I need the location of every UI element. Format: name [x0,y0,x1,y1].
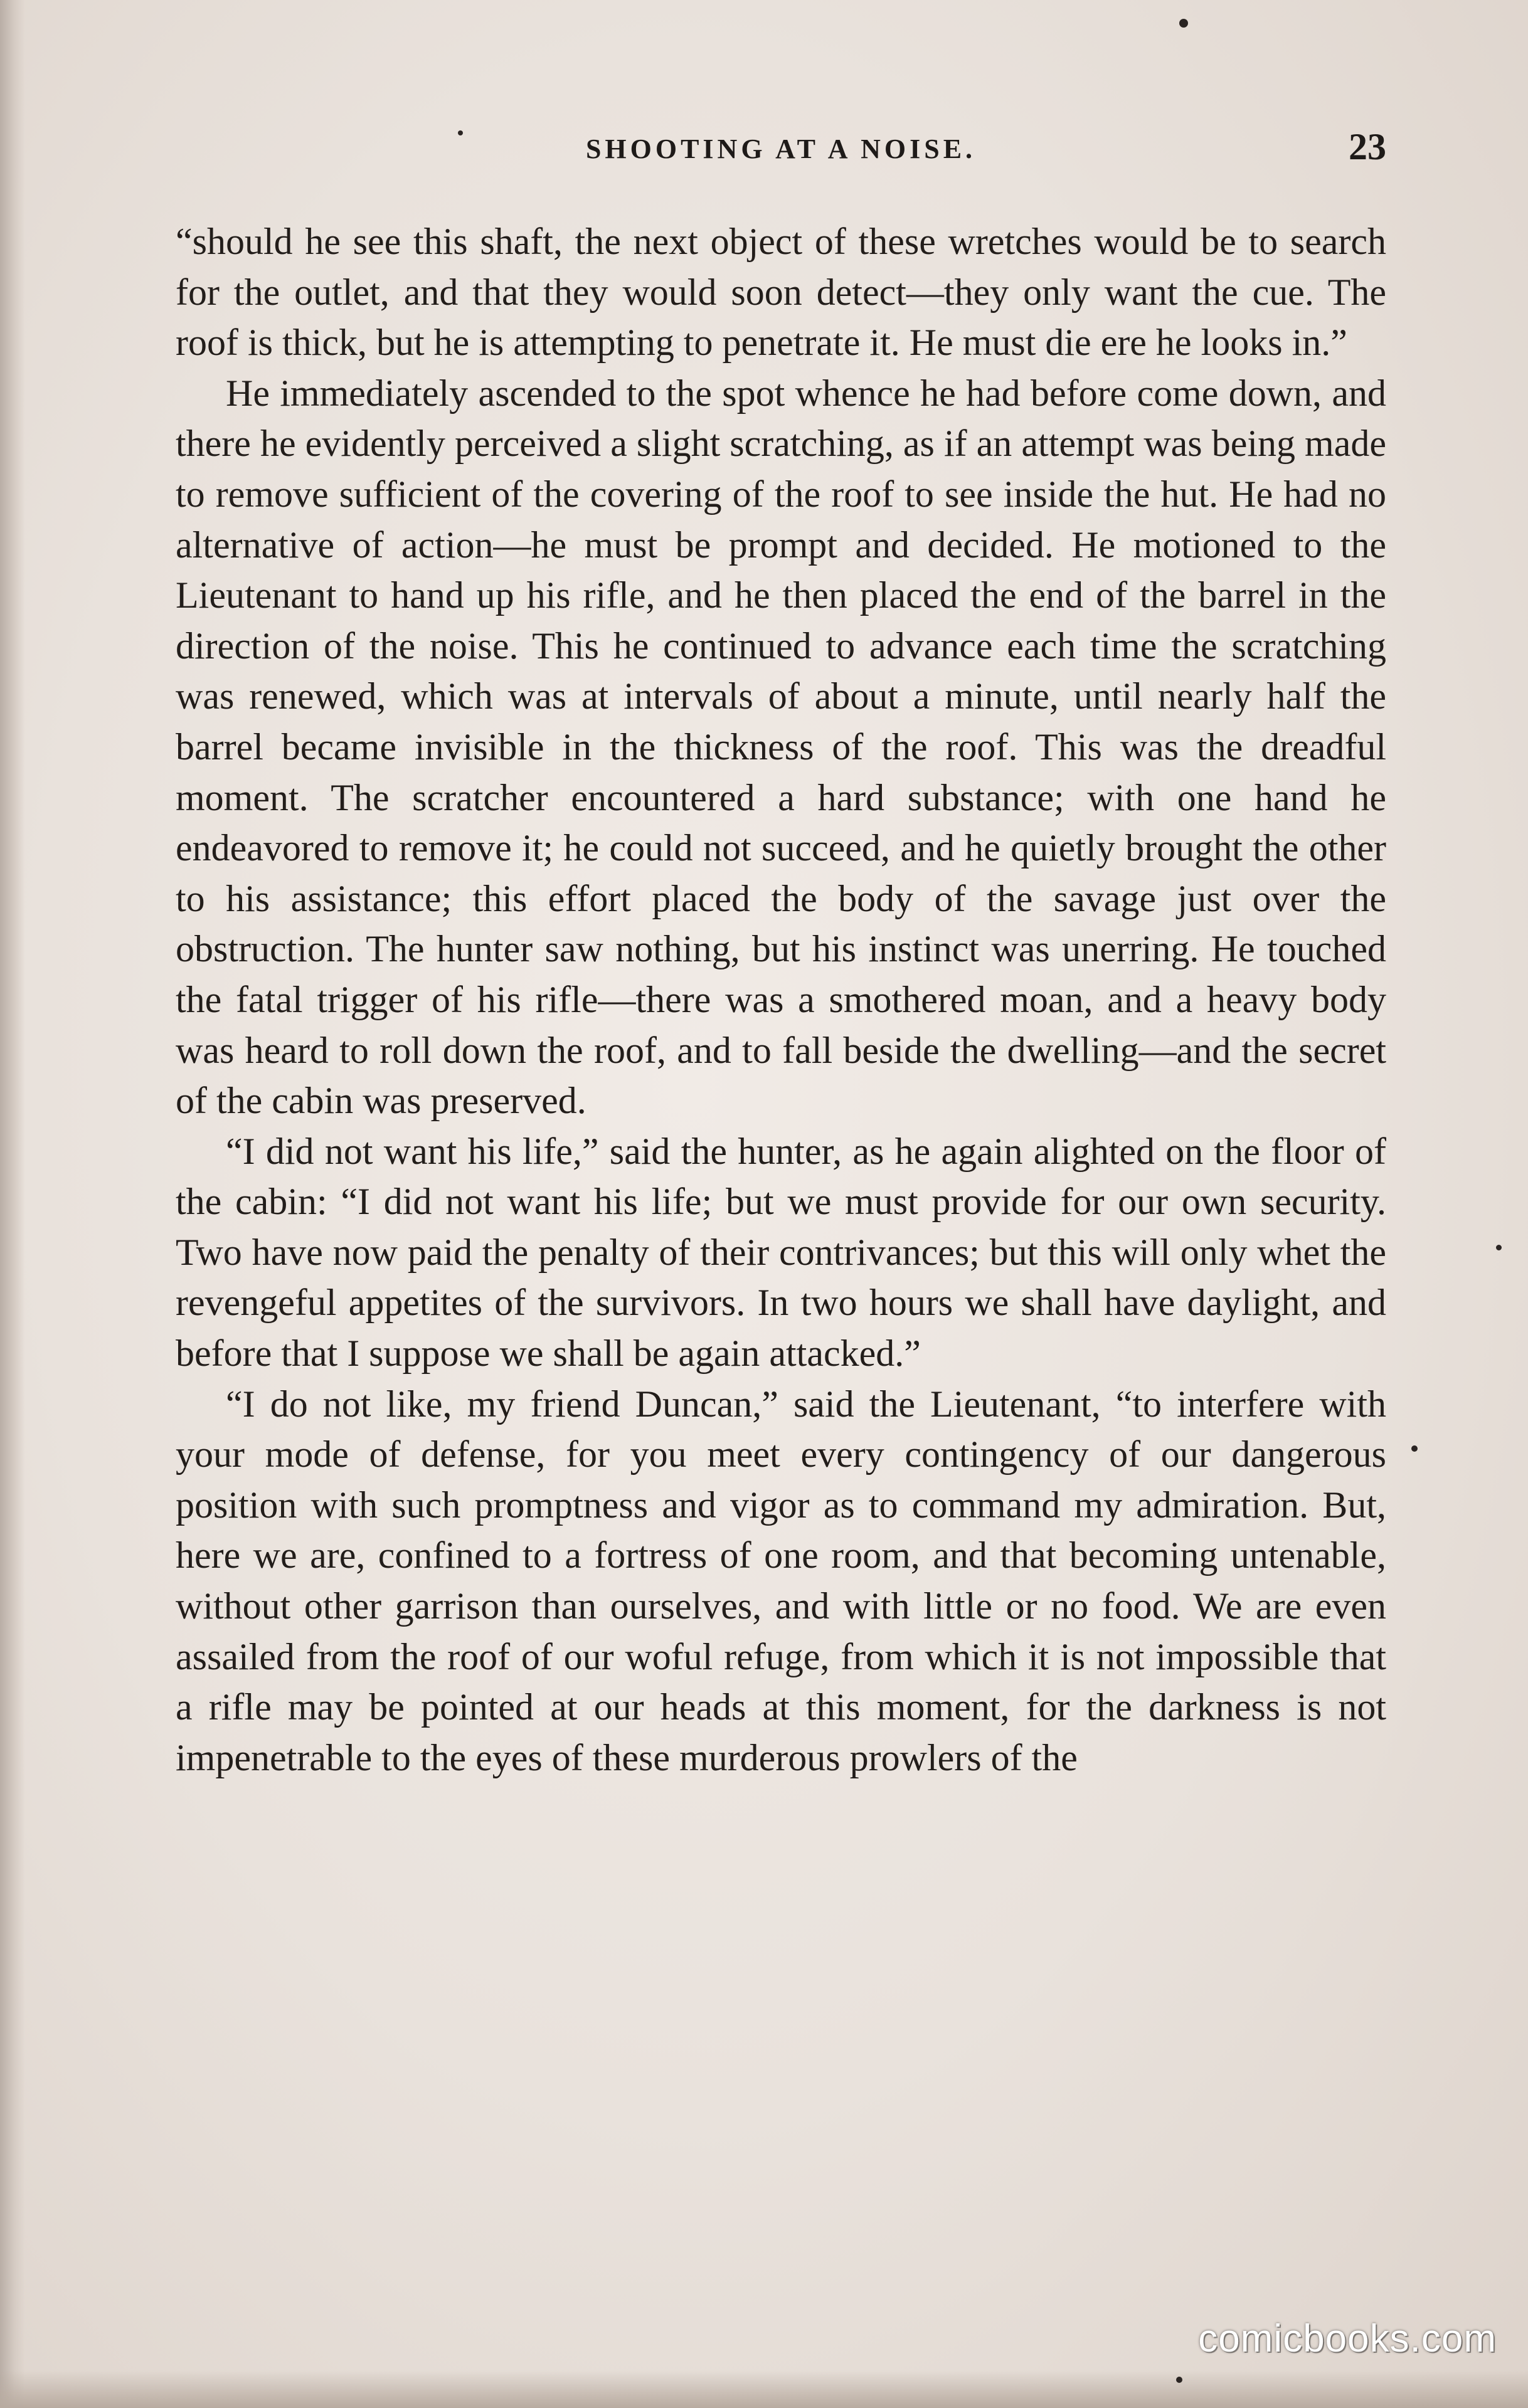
page-number: 23 [1349,126,1386,167]
paragraph: “I did not want his life,” said the hunter, as he again alighted on the floor of the cabin: “I did not want his life; but we must provide for our own security. Two have now paid the penalty of their contrivances; but this will only whet the revengeful appetites of the survivors. In two hours we shall have daylight, and before that I suppose we shall be again attacked.” [176,1130,1386,1375]
page-bottom-edge [0,2370,1528,2408]
paragraph: “I do not like, my friend Duncan,” said the Lieutenant, “to interfere with your mode of defense, for you meet every contingency of our dangerous position with such promptness and vigor as to command my admiration. But, here we are, confined to a fortress of one room, and that becoming untenable, without other garrison than ourselves, and with little or no food. We are even assailed from the roof of our woful refuge, from which it is not impossible that a rifle may be pointed at our heads at this moment, for the darkness is not impenetrable to the eyes of these murderous prowlers of the [176,1383,1386,1778]
ink-speck [1179,19,1188,28]
watermark: comicbooks.com [1198,2317,1497,2360]
ink-speck [1411,1445,1418,1452]
spine-shadow [0,0,25,2408]
ink-speck [1176,2377,1182,2383]
paragraph: He immediately ascended to the spot whence he had before come down, and there he evidently perceived a slight scratching, as if an attempt was being made to remove sufficient of the covering of the roof to see inside the hut. He had no alternative of action—he must be prompt and decided. He motioned to the Lieutenant to hand up his rifle, and he then placed the end of the barrel in the direction of the noise. This he continued to advance each time the scratching was renewed, which was at intervals of about a minute, until nearly half the barrel became invisible in the thickness of the roof. This was the dreadful moment. The scratcher encountered a hard substance; with one hand he endeavored to remove it; he could not succeed, and he quietly brought the other to his assistance; this effort placed the body of the savage just over the obstruction. The hunter saw nothing, but his instinct was unerring. He touched the fatal trigger of his rifle—there was a smothered moan, and a heavy body was heard to roll down the roof, and to fall beside the dwelling—and the secret of the cabin was preserved. [176,372,1386,1122]
body-text [176,216,1386,1783]
running-title: SHOOTING AT A NOISE. [585,134,977,164]
running-header [176,125,1386,176]
ink-speck [1496,1245,1502,1250]
paragraph: “should he see this shaft, the next object of these wretches would be to search for the outlet, and that they would soon detect—they only want the cue. The roof is thick, but he is attempting to penetrate it. He must die ere he looks in.” [176,221,1386,364]
